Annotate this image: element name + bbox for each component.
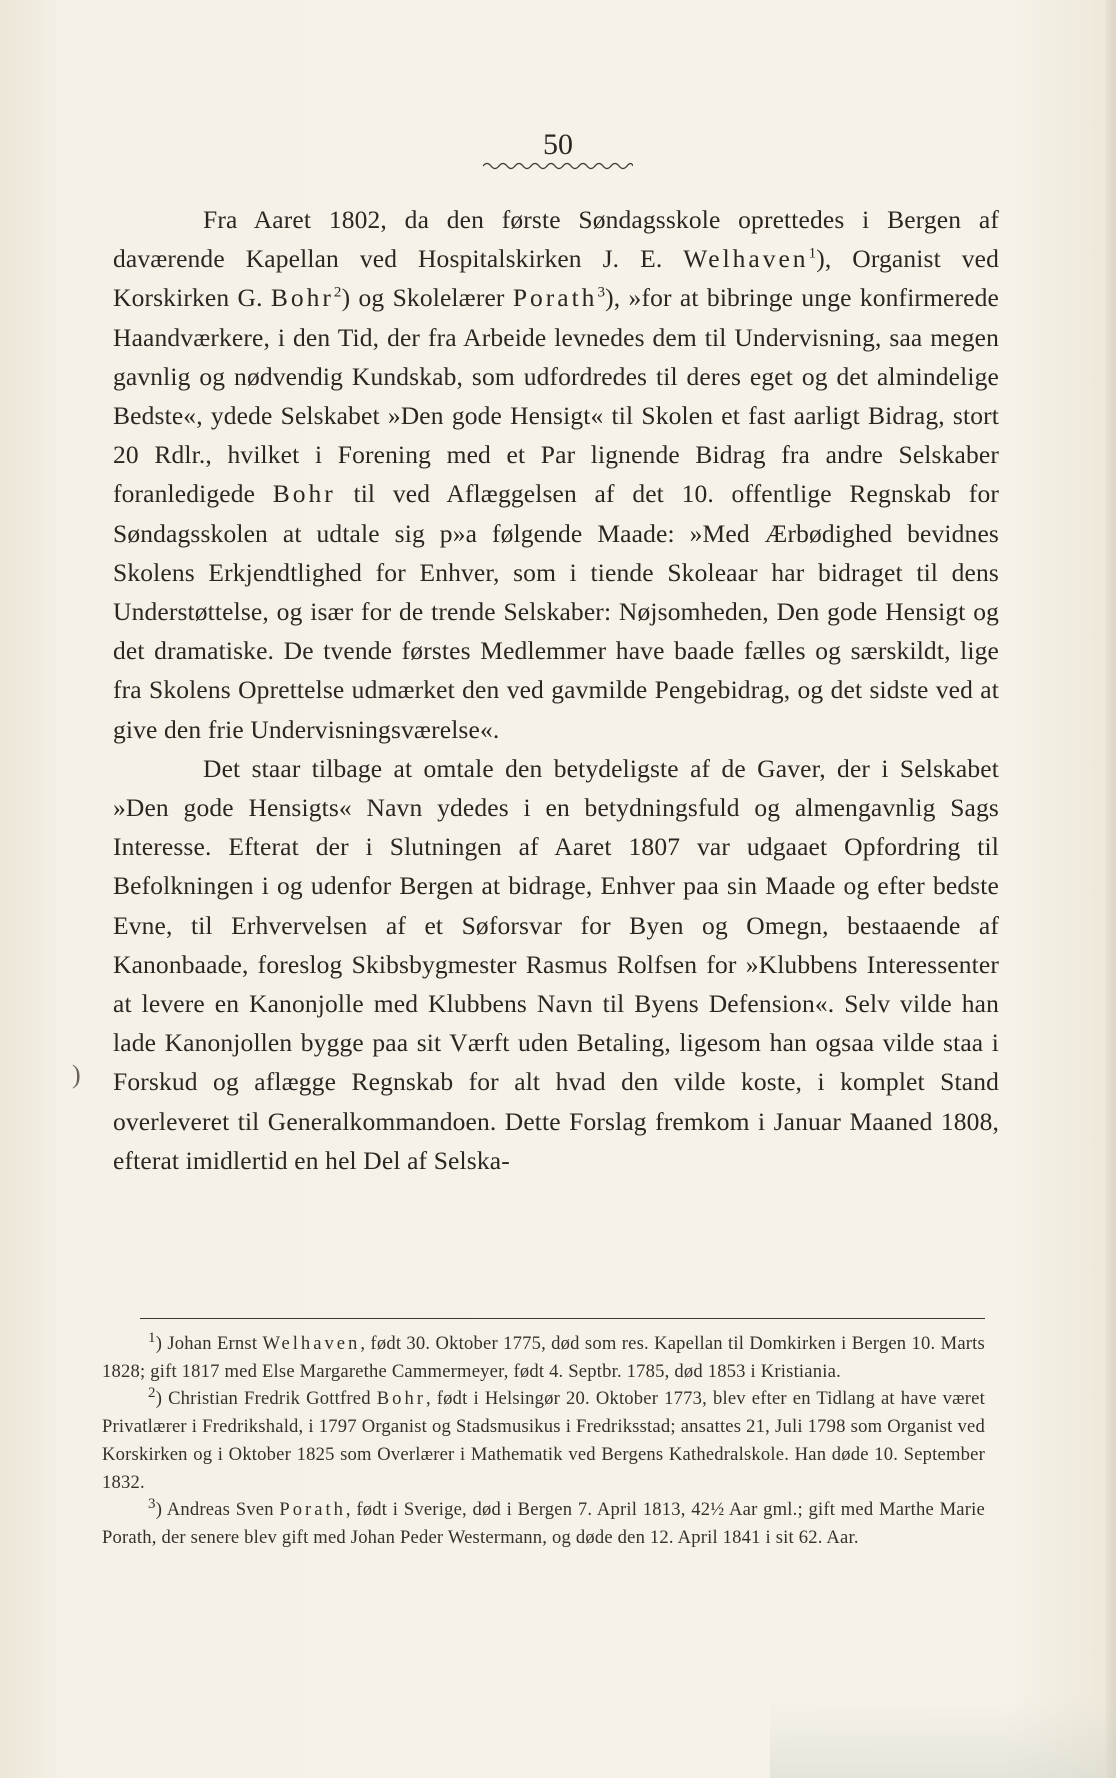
paragraph-gunboat: Det staar tilbage at omtale den betydeligste af de Gaver, der i Selskabet »Den gode Hensigts« Navn ydedes i en betydningsfuld og almengavnlig Sags Interesse. Efterat der i Slutningen af Aaret 1807 var udgaaet Opfordring til Befolkningen i og udenfor Bergen at bidrage, Enhver paa sin Maade og efter bedste Evne, til Erhvervelsen af et Søforsvar for Byen og Omegn, bestaaende af Kanonbaade, foreslog Skibsbygmester Rasmus Rolfsen for »Klubbens Interessenter at levere en Kanonjolle med Klubbens Navn til Byens Defension«. Selv vilde han lade Kanonjollen bygge paa sit Værft uden Betaling, ligesom han ogsaa vilde staa i Forskud og aflægge Regnskab for alt hvad den vilde koste, i komplet Stand overleveret til Generalkommandoen. Dette Forslag fremkom i Januar Maaned 1808, efterat imidlertid en hel Del af Selska- — [113, 753, 999, 1175]
text-run: ), Organist ved Korskirken G. — [113, 244, 999, 313]
person-name-bohr: Bohr — [270, 283, 334, 313]
footnote-divider — [140, 1318, 985, 1319]
person-name: Bohr — [376, 1388, 426, 1410]
text-run: ) og Skolelærer — [341, 283, 513, 313]
footnote-mark: 2 — [148, 1385, 156, 1402]
text-run: Fra Aaret 1802, da den første Søndagsskole oprettedes i Bergen af daværende Kapellan ved Hospitalskirken J. E. — [113, 205, 999, 274]
footnote-3 — [102, 1496, 985, 1551]
person-name-porath: Porath — [512, 283, 598, 313]
footnote-ref-1: 1 — [808, 245, 817, 262]
main-text — [113, 200, 999, 1180]
text-run: , født i Sverige, død i Bergen 7. April 1813, 42½ Aar gml.; gift med Marthe Marie Porath, der senere blev gift med Johan Peder Westermann, og døde den 12. April 1841 i sit 62. Aar. — [102, 1499, 985, 1548]
footnote-2 — [102, 1385, 985, 1496]
footnote-ref-3: 3 — [597, 284, 606, 301]
footnote-1 — [102, 1330, 985, 1385]
page-edge-shadow — [1106, 0, 1116, 1778]
page-number-ornament — [483, 160, 633, 172]
text-run: ) Christian Fredrik Gottfred — [155, 1388, 377, 1410]
text-run: , født 30. Oktober 1775, død som res. Kapellan til Domkirken i Bergen 10. Marts 1828; gift 1817 med Else Margarethe Cammermeyer, født 4. Septbr. 1785, død 1853 i Kristiania. — [102, 1333, 985, 1382]
person-name: Welhaven — [262, 1333, 361, 1354]
text-run: ), »for at bibringe unge konfirmerede Haandværkere, i den Tid, der fra Arbeide levnedes dem til Undervisning, saa megen gavnlig og nødvendig Kundskab, som udfordredes til deres eget og det almindelige Bedste«, ydede Selskabet »Den gode Hensigt« til Skolen et fast aarligt Bidrag, stort 20 Rdlr., hvilket i Forening med et Par lignende Bidrag fra andre Selskaber foranledigede — [113, 283, 999, 509]
text-run: til ved Aflæggelsen af det 10. offentlige Regnskab for Søndagsskolen at udtale sig p»a følgende Maade: »Med Ærbødighed bevidnes Skolens Erkjendtlighed for Enhver, som i tiende Skoleaar har bidraget til dens Understøttelse, og især for de trende Selskaber: Nøjsomheden, Den gode Hensigt og det dramatiske. De tvende førstes Medlemmer have baade fælles og særskildt, lige fra Skolens Oprettelse udmærket den ved gavmilde Pengebidrag, og det sidste ved at give den frie Undervisningsværelse«. — [113, 479, 999, 744]
paragraph-sunday-school — [113, 200, 999, 749]
text-run: , født i Helsingør 20. Oktober 1773, blev efter en Tidlang at have været Privatlærer i Fredrikshald, i 1797 Organist og Stadsmusikus i Fredriksstad; ansattes 21, Juli 1798 som Organist ved Korskirken og i Oktober 1825 som Overlærer i Mathematik ved Bergens Kathedralskole. Han døde 10. September 1832. — [102, 1388, 985, 1493]
margin-pencil-mark: ) — [72, 1060, 81, 1089]
page-number: 50 — [543, 128, 573, 161]
footnote-mark: 3 — [148, 1496, 156, 1513]
footnote-ref-2: 2 — [333, 284, 342, 301]
person-name-welhaven: Welhaven — [683, 244, 809, 274]
footnotes — [102, 1330, 985, 1552]
text-run: ) Andreas Sven — [155, 1499, 280, 1521]
person-name: Porath — [279, 1499, 346, 1521]
person-name-bohr: Bohr — [272, 479, 336, 509]
footnote-mark: 1 — [148, 1329, 156, 1346]
text-run: ) Johan Ernst — [155, 1333, 263, 1354]
scan-artifact — [770, 1700, 1116, 1778]
